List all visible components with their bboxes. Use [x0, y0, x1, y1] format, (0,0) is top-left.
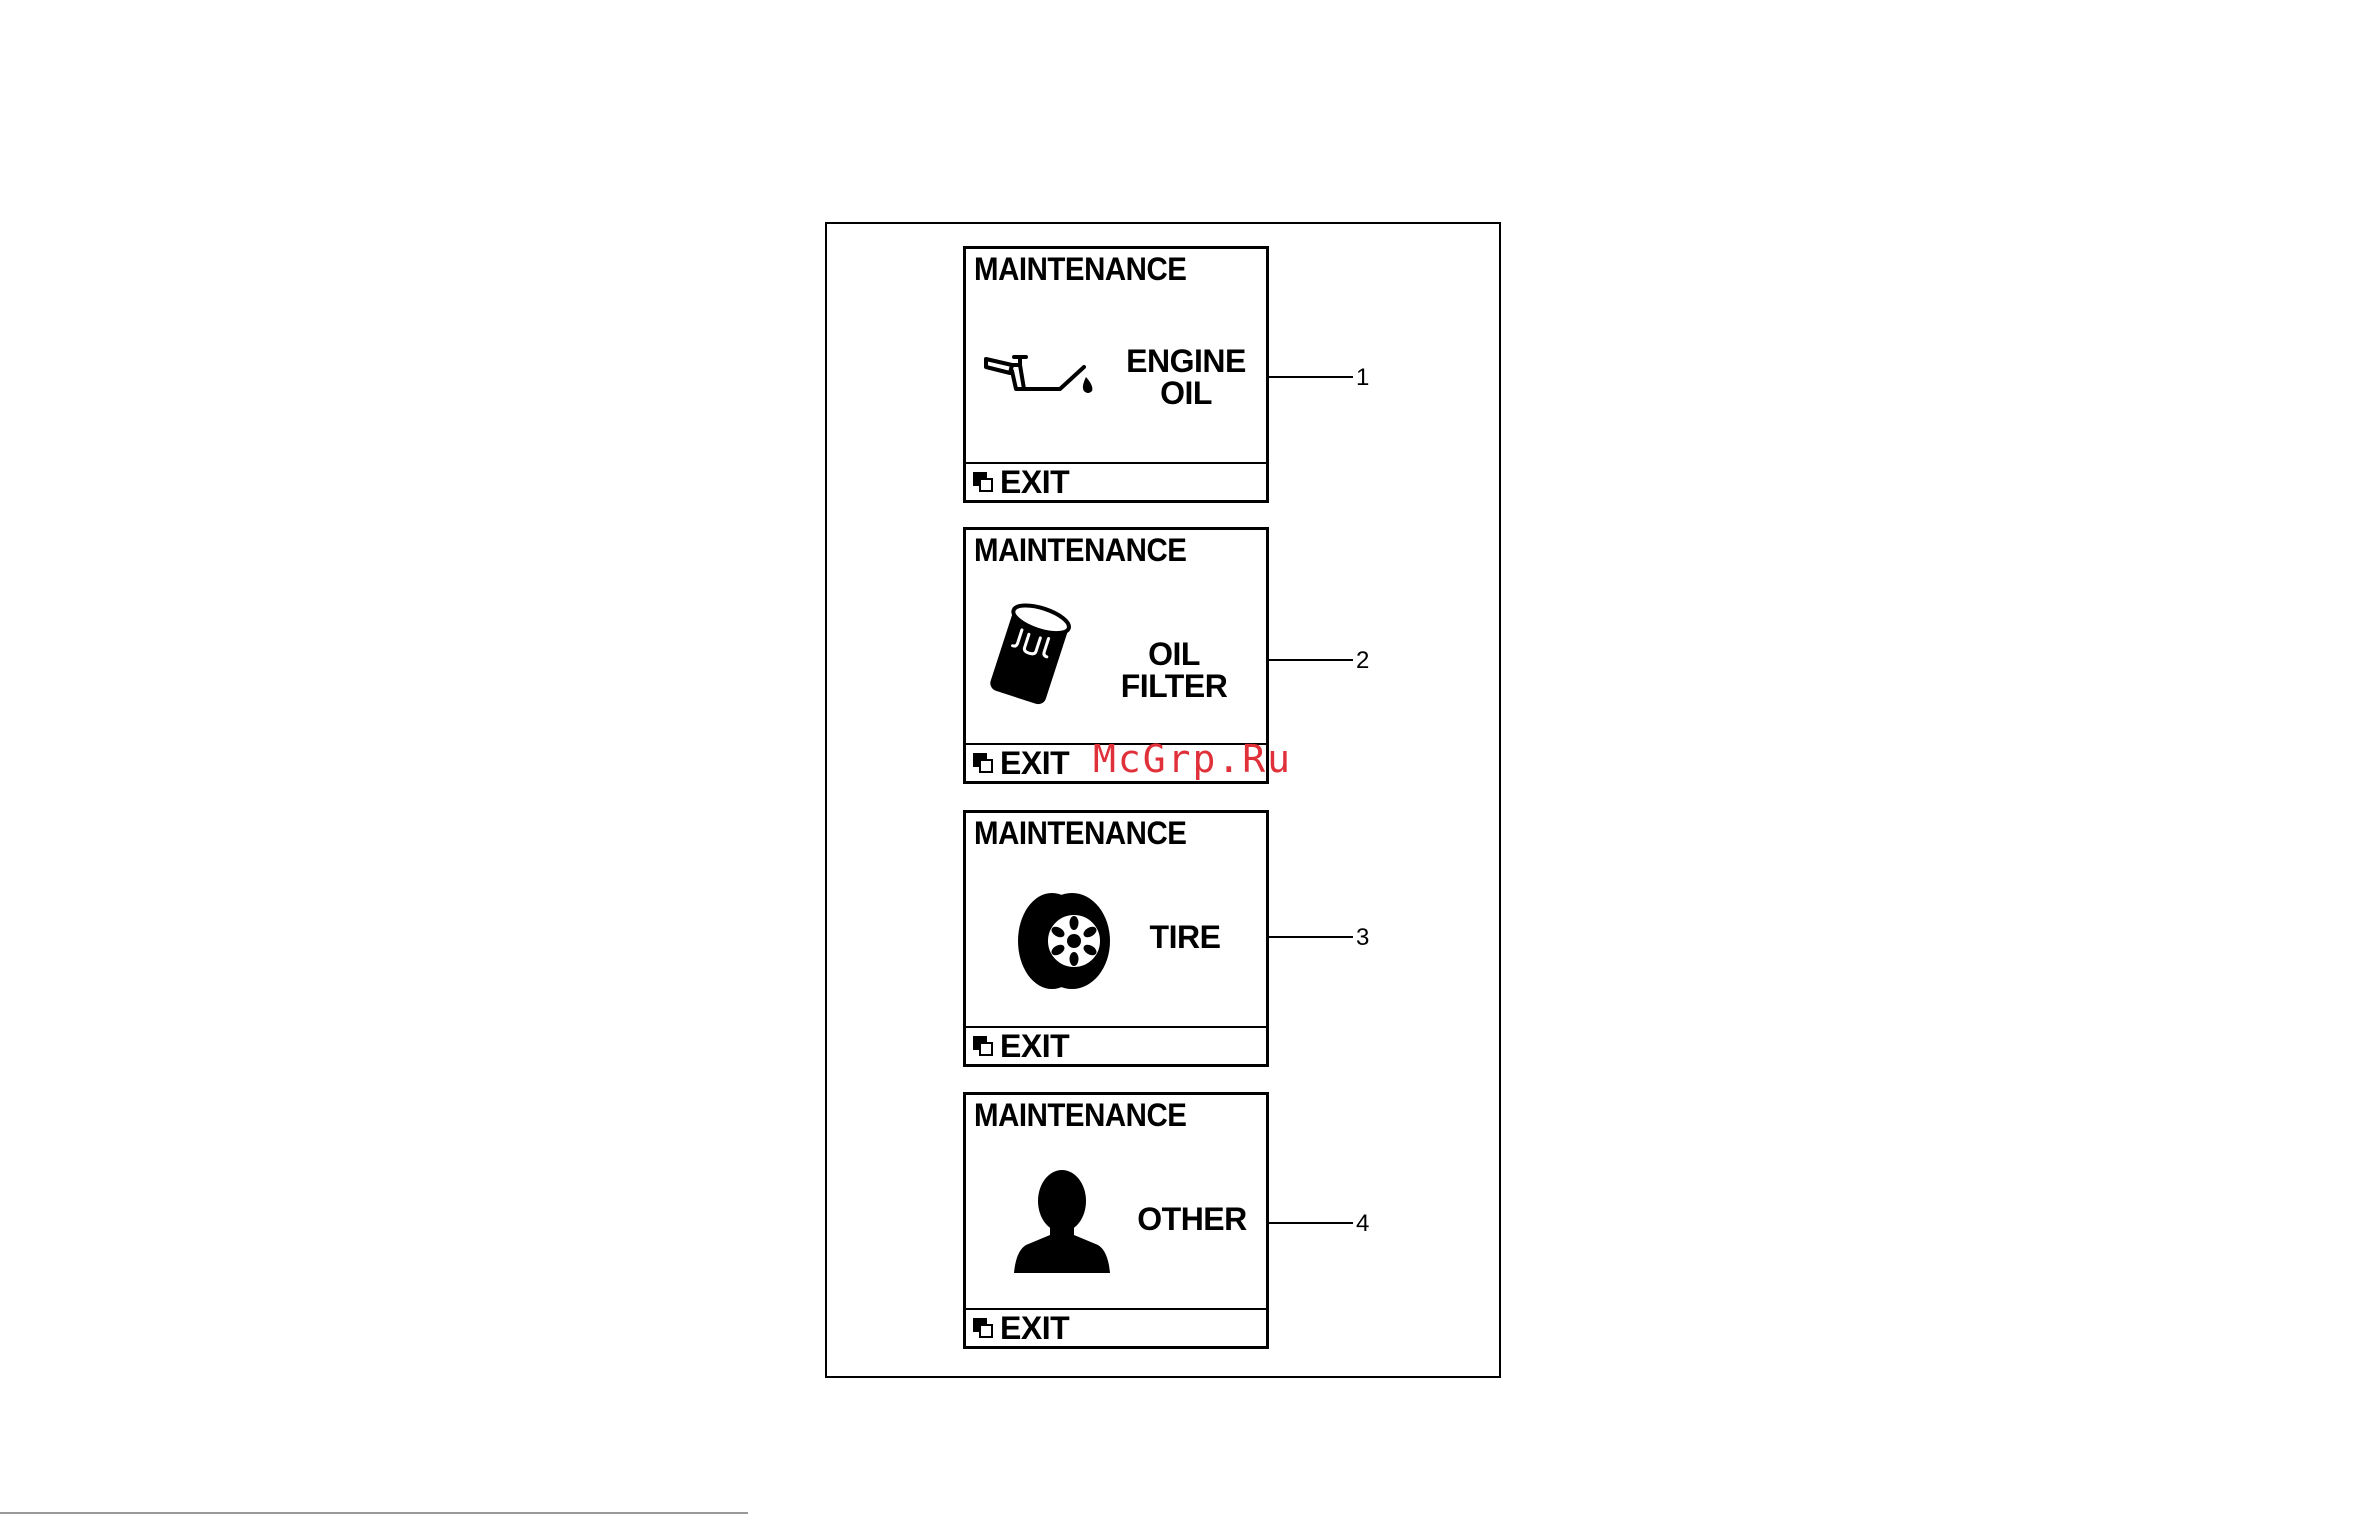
exit-button-icon: [972, 1317, 994, 1339]
exit-label: EXIT: [1000, 1028, 1070, 1064]
screen-item-label: OIL FILTER: [1120, 636, 1228, 704]
callout-number-4: 4: [1356, 1210, 1370, 1237]
screen-title: MAINTENANCE: [974, 1097, 1187, 1133]
maintenance-screen-engine-oil: [963, 246, 1269, 503]
screen-title: MAINTENANCE: [974, 251, 1187, 287]
exit-button-icon: [972, 752, 994, 774]
screen-title: MAINTENANCE: [974, 532, 1187, 568]
watermark-text: McGrp.Ru: [1093, 737, 1293, 781]
screen-footer: [966, 1026, 1266, 1064]
callout-number-1: 1: [1356, 364, 1370, 391]
callout-line-3: [1269, 936, 1353, 938]
screen-item-label: ENGINE OIL: [1126, 343, 1246, 411]
person-icon: [1010, 1167, 1114, 1275]
screen-footer: [966, 462, 1266, 500]
tire-icon: [1014, 889, 1118, 993]
screen-item-label: TIRE: [1149, 919, 1221, 955]
callout-line-1: [1269, 376, 1353, 378]
exit-label: EXIT: [1000, 1310, 1070, 1346]
exit-button-icon: [972, 1035, 994, 1057]
maintenance-screen-tire: [963, 810, 1269, 1067]
maintenance-screen-other: [963, 1092, 1269, 1349]
screen-item-label: OTHER: [1137, 1201, 1247, 1237]
oil-filter-icon: [986, 602, 1076, 712]
exit-label: EXIT: [1000, 745, 1070, 781]
exit-button-icon: [972, 471, 994, 493]
screen-footer: [966, 1308, 1266, 1346]
callout-number-2: 2: [1356, 647, 1370, 674]
callout-line-2: [1269, 659, 1353, 661]
callout-line-4: [1269, 1222, 1353, 1224]
oil-can-icon: [980, 349, 1100, 399]
callout-number-3: 3: [1356, 924, 1370, 951]
exit-label: EXIT: [1000, 464, 1070, 500]
screen-title: MAINTENANCE: [974, 815, 1187, 851]
page-bottom-rule: [0, 1512, 748, 1514]
